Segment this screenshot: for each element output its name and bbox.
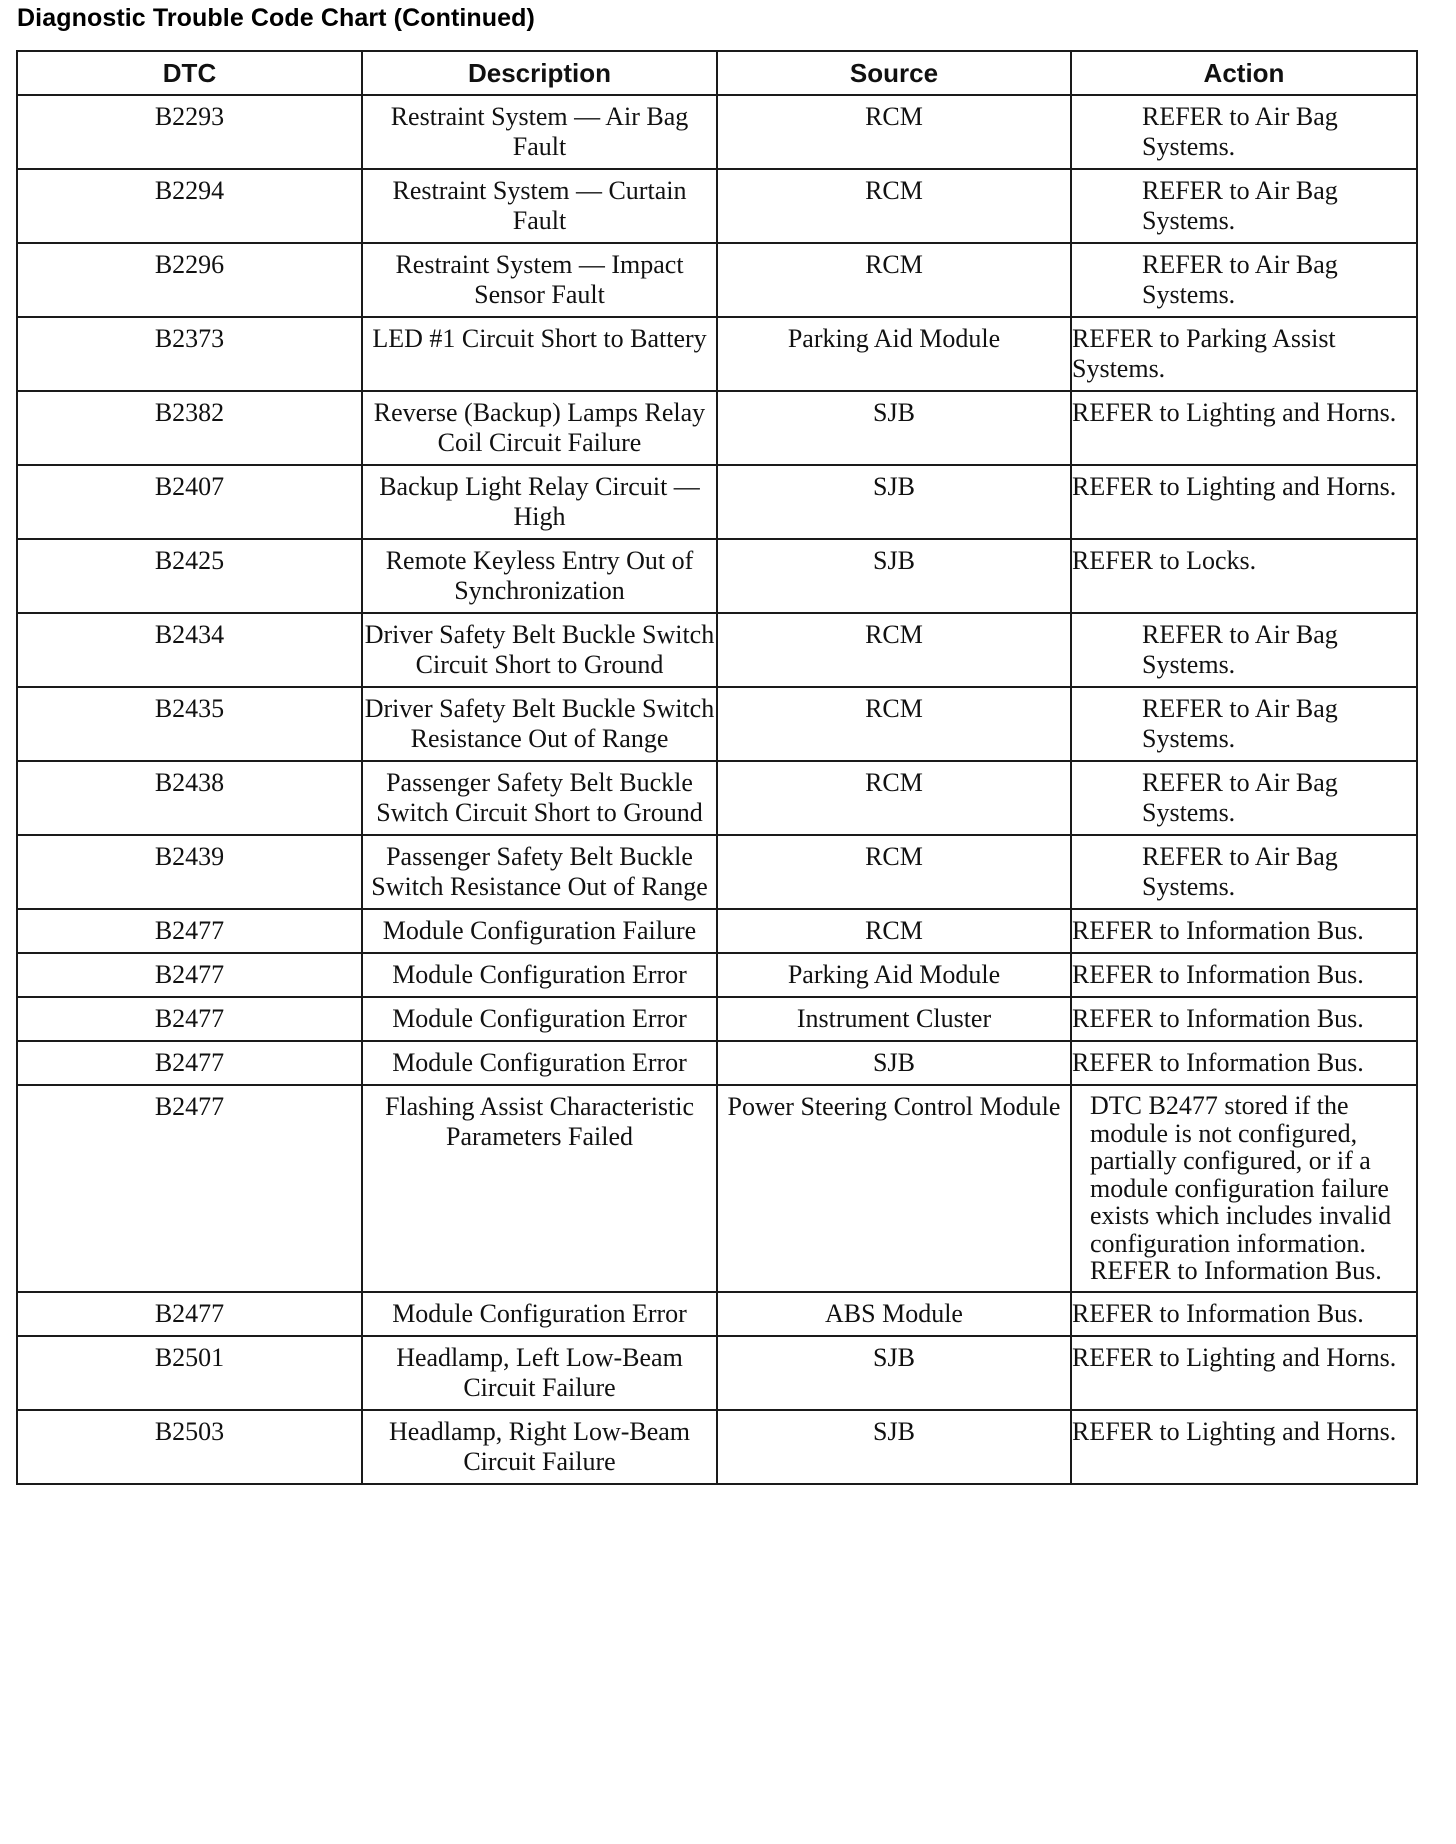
header-row [17,51,1417,95]
dtc-code: B2382 [17,391,362,465]
dtc-description: Backup Light Relay Circuit — High [362,465,717,539]
dtc-code: B2477 [17,1041,362,1085]
dtc-source: Parking Aid Module [717,317,1071,391]
dtc-source: RCM [717,95,1071,169]
table-row [17,613,1417,687]
dtc-code: B2296 [17,243,362,317]
header-dtc: DTC [17,51,362,95]
dtc-source: Power Steering Control Module [717,1085,1071,1292]
table-row [17,1336,1417,1410]
table-row [17,317,1417,391]
dtc-source: SJB [717,465,1071,539]
table-row [17,1041,1417,1085]
table-row [17,835,1417,909]
dtc-source: SJB [717,391,1071,465]
dtc-description: LED #1 Circuit Short to Battery [362,317,717,391]
table-row [17,997,1417,1041]
dtc-code: B2294 [17,169,362,243]
dtc-description: Module Configuration Error [362,997,717,1041]
dtc-description: Restraint System — Air Bag Fault [362,95,717,169]
dtc-action: REFER to Lighting and Horns. [1071,1336,1417,1410]
table-row [17,953,1417,997]
dtc-action: REFER to Air Bag Systems. [1071,761,1417,835]
dtc-description: Headlamp, Left Low-Beam Circuit Failure [362,1336,717,1410]
dtc-action: REFER to Locks. [1071,539,1417,613]
dtc-source: ABS Module [717,1292,1071,1336]
dtc-code: B2438 [17,761,362,835]
dtc-code: B2477 [17,997,362,1041]
table-row [17,95,1417,169]
dtc-code: B2434 [17,613,362,687]
dtc-description: Module Configuration Error [362,1041,717,1085]
dtc-code: B2407 [17,465,362,539]
dtc-source: SJB [717,1410,1071,1484]
dtc-source: SJB [717,1041,1071,1085]
dtc-description: Flashing Assist Characteristic Parameters Failed [362,1085,717,1292]
dtc-code: B2503 [17,1410,362,1484]
dtc-action: REFER to Air Bag Systems. [1071,243,1417,317]
dtc-action: REFER to Air Bag Systems. [1071,95,1417,169]
dtc-code: B2477 [17,909,362,953]
table-body [17,95,1417,1484]
dtc-source: RCM [717,909,1071,953]
table-row [17,169,1417,243]
table-row [17,539,1417,613]
dtc-code: B2425 [17,539,362,613]
dtc-source: SJB [717,539,1071,613]
dtc-action: REFER to Information Bus. [1071,1292,1417,1336]
dtc-description: Passenger Safety Belt Buckle Switch Resistance Out of Range [362,835,717,909]
page-title: Diagnostic Trouble Code Chart (Continued) [17,4,535,32]
table-row [17,1292,1417,1336]
dtc-code: B2501 [17,1336,362,1410]
dtc-code: B2293 [17,95,362,169]
dtc-source: RCM [717,687,1071,761]
dtc-action: REFER to Lighting and Horns. [1071,465,1417,539]
dtc-source: SJB [717,1336,1071,1410]
dtc-source: Parking Aid Module [717,953,1071,997]
table-row [17,909,1417,953]
dtc-code: B2373 [17,317,362,391]
table-row [17,687,1417,761]
dtc-action: REFER to Air Bag Systems. [1071,613,1417,687]
header-description: Description [362,51,717,95]
dtc-code: B2477 [17,1292,362,1336]
dtc-action: REFER to Air Bag Systems. [1071,687,1417,761]
dtc-source: RCM [717,613,1071,687]
dtc-description: Module Configuration Failure [362,909,717,953]
dtc-description: Driver Safety Belt Buckle Switch Resistance Out of Range [362,687,717,761]
dtc-description: Restraint System — Curtain Fault [362,169,717,243]
table-row [17,391,1417,465]
dtc-description: Reverse (Backup) Lamps Relay Coil Circuit Failure [362,391,717,465]
dtc-source: RCM [717,243,1071,317]
dtc-code: B2477 [17,953,362,997]
header-source: Source [717,51,1071,95]
table-header [17,51,1417,95]
dtc-description: Driver Safety Belt Buckle Switch Circuit Short to Ground [362,613,717,687]
dtc-action: REFER to Information Bus. [1071,1041,1417,1085]
dtc-action: REFER to Air Bag Systems. [1071,835,1417,909]
table-row [17,761,1417,835]
dtc-code: B2435 [17,687,362,761]
dtc-source: Instrument Cluster [717,997,1071,1041]
dtc-action: REFER to Lighting and Horns. [1071,1410,1417,1484]
dtc-action: DTC B2477 stored if the module is not configured, partially configured, or if a module configuration failure exists which includes invalid configuration information. REFER to Information Bus. [1071,1085,1417,1292]
table-row [17,243,1417,317]
dtc-action: REFER to Information Bus. [1071,997,1417,1041]
dtc-code: B2439 [17,835,362,909]
dtc-action: REFER to Air Bag Systems. [1071,169,1417,243]
dtc-action: REFER to Information Bus. [1071,909,1417,953]
dtc-description: Remote Keyless Entry Out of Synchronization [362,539,717,613]
dtc-description: Module Configuration Error [362,1292,717,1336]
dtc-action: REFER to Parking Assist Systems. [1071,317,1417,391]
dtc-description: Module Configuration Error [362,953,717,997]
dtc-description: Restraint System — Impact Sensor Fault [362,243,717,317]
dtc-action: REFER to Information Bus. [1071,953,1417,997]
dtc-description: Passenger Safety Belt Buckle Switch Circuit Short to Ground [362,761,717,835]
dtc-source: RCM [717,835,1071,909]
table-row [17,465,1417,539]
dtc-action: REFER to Lighting and Horns. [1071,391,1417,465]
dtc-description: Headlamp, Right Low-Beam Circuit Failure [362,1410,717,1484]
dtc-code: B2477 [17,1085,362,1292]
dtc-table [16,50,1418,1485]
dtc-source: RCM [717,761,1071,835]
table-row [17,1410,1417,1484]
dtc-source: RCM [717,169,1071,243]
header-action: Action [1071,51,1417,95]
table-row [17,1085,1417,1292]
